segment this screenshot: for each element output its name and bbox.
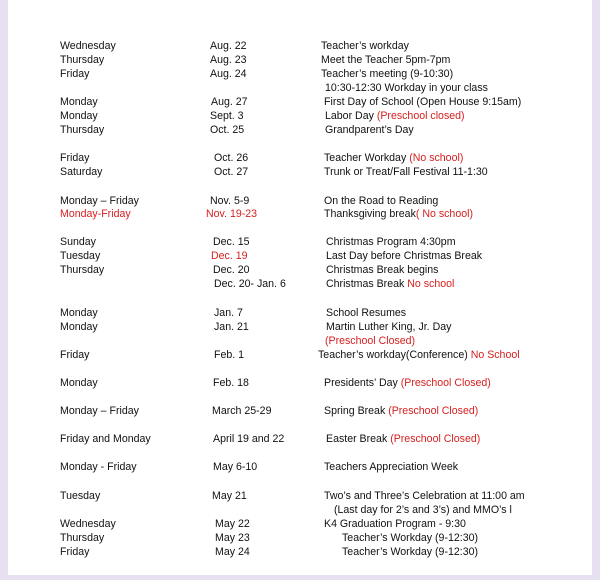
row-date: May 22 (215, 518, 250, 530)
row-day: Monday (60, 110, 98, 122)
event-text: (Last day for 2’s and 3’s) and MMO’s l (334, 504, 512, 516)
row-event (326, 236, 456, 249)
event-text: Grandparent’s Day (325, 124, 414, 136)
row-event (342, 546, 478, 559)
row-event (318, 349, 520, 362)
event-text: Teacher Workday (324, 152, 410, 164)
row-day: Wednesday (60, 518, 116, 530)
row-event (324, 96, 521, 109)
row-event (324, 490, 525, 503)
row-day: Monday – Friday (60, 195, 139, 207)
row-event (326, 250, 482, 263)
event-text: Trunk or Treat/Fall Festival 11-1:30 (324, 166, 488, 178)
event-text: Teacher’s Workday (9-12:30) (342, 546, 479, 558)
event-text: Teachers Appreciation Week (324, 461, 459, 473)
row-date: Aug. 23 (210, 54, 247, 66)
event-text: Martin Luther King, Jr. Day (326, 321, 452, 333)
row-date: Nov. 19-23 (206, 208, 258, 220)
row-day: Friday (60, 68, 90, 80)
event-text: School Resumes (326, 307, 407, 319)
row-date: Oct. 25 (210, 124, 245, 136)
row-event (321, 40, 409, 53)
event-note-red: ( No school) (415, 208, 473, 220)
event-note-red: (Preschool closed) (376, 110, 465, 122)
row-date: Oct. 27 (214, 166, 249, 178)
event-text: Easter Break (326, 433, 391, 445)
row-event (325, 82, 488, 95)
row-event (326, 433, 480, 446)
event-note-red: No School (470, 349, 520, 361)
row-date: Aug. 24 (210, 68, 247, 80)
row-event (326, 307, 406, 320)
row-event (326, 321, 451, 334)
event-text: Teacher’s workday (321, 40, 409, 52)
event-text: Spring Break (324, 405, 389, 417)
row-date: May 23 (215, 532, 250, 544)
row-event (324, 152, 463, 165)
row-event (326, 264, 438, 277)
row-date: Aug. 27 (211, 96, 248, 108)
event-text: Two’s and Three’s Celebration at 11:00 am (324, 490, 525, 502)
event-note-red: (Preschool Closed) (390, 433, 481, 445)
row-day: Monday – Friday (60, 405, 139, 417)
row-day: Thursday (60, 532, 105, 544)
event-text: Last Day before Christmas Break (326, 250, 483, 262)
row-event (324, 405, 478, 418)
row-date: May 6-10 (213, 461, 258, 473)
row-event (325, 335, 415, 348)
row-date: Jan. 21 (214, 321, 249, 333)
row-event (326, 278, 454, 291)
row-date: May 21 (212, 490, 247, 502)
row-date: March 25-29 (212, 405, 272, 417)
event-note-red: (No school) (409, 152, 464, 164)
row-day: Tuesday (60, 490, 101, 502)
row-date: Dec. 20- Jan. 6 (214, 278, 286, 290)
row-event (325, 110, 465, 123)
row-day: Monday (60, 96, 98, 108)
row-date: Dec. 20 (213, 264, 250, 276)
row-event (334, 504, 512, 517)
calendar-page (8, 0, 592, 575)
row-event (324, 195, 438, 208)
event-text: Christmas Break (326, 278, 408, 290)
row-day: Friday (60, 152, 90, 164)
row-day: Thursday (60, 264, 105, 276)
row-day: Monday - Friday (60, 461, 137, 473)
row-date: Aug. 22 (210, 40, 247, 52)
row-event (321, 68, 453, 81)
row-date: April 19 and 22 (213, 433, 285, 445)
row-date: May 24 (215, 546, 250, 558)
event-note-red: (Preschool Closed) (325, 335, 416, 347)
row-date: Nov. 5-9 (210, 195, 250, 207)
row-day: Monday-Friday (60, 208, 131, 220)
row-date: Dec. 15 (213, 236, 250, 248)
row-event (324, 518, 466, 531)
row-day: Sunday (60, 236, 96, 248)
row-day: Friday (60, 349, 90, 361)
row-event (342, 532, 478, 545)
row-date: Oct. 26 (214, 152, 249, 164)
event-note-red: (Preschool Closed) (400, 377, 491, 389)
row-date: Dec. 19 (211, 250, 248, 262)
row-event (324, 377, 491, 390)
event-text: Teacher’s meeting (9-10:30) (321, 68, 454, 80)
row-day: Wednesday (60, 40, 116, 52)
event-text: Labor Day (325, 110, 377, 122)
event-text: Christmas Program 4:30pm (326, 236, 456, 248)
row-date: Sept. 3 (210, 110, 244, 122)
event-text: Teacher’s workday(Conference) (318, 349, 471, 361)
row-day: Tuesday (60, 250, 101, 262)
row-day: Saturday (60, 166, 103, 178)
row-event (324, 166, 488, 179)
event-text: On the Road to Reading (324, 195, 439, 207)
row-event (321, 54, 450, 67)
row-date: Jan. 7 (214, 307, 243, 319)
row-day: Friday and Monday (60, 433, 151, 445)
row-day: Friday (60, 546, 90, 558)
event-text: Christmas Break begins (326, 264, 439, 276)
row-day: Monday (60, 321, 98, 333)
event-note-red: No school (407, 278, 455, 290)
row-day: Monday (60, 307, 98, 319)
event-text: Meet the Teacher 5pm-7pm (321, 54, 451, 66)
row-day: Thursday (60, 124, 105, 136)
event-text: K4 Graduation Program - 9:30 (324, 518, 466, 530)
row-event (325, 124, 414, 137)
event-note-red: (Preschool Closed) (388, 405, 479, 417)
row-day: Monday (60, 377, 98, 389)
event-text: Thanksgiving break (324, 208, 416, 220)
event-text: Presidents’ Day (324, 377, 401, 389)
event-text: Teacher’s Workday (9-12:30) (342, 532, 479, 544)
row-event (324, 208, 473, 221)
event-text: 10:30-12:30 Workday in your class (325, 82, 488, 94)
event-text: First Day of School (Open House 9:15am) (324, 96, 522, 108)
row-event (324, 461, 458, 474)
row-date: Feb. 1 (214, 349, 245, 361)
row-day: Thursday (60, 54, 105, 66)
row-date: Feb. 18 (213, 377, 249, 389)
